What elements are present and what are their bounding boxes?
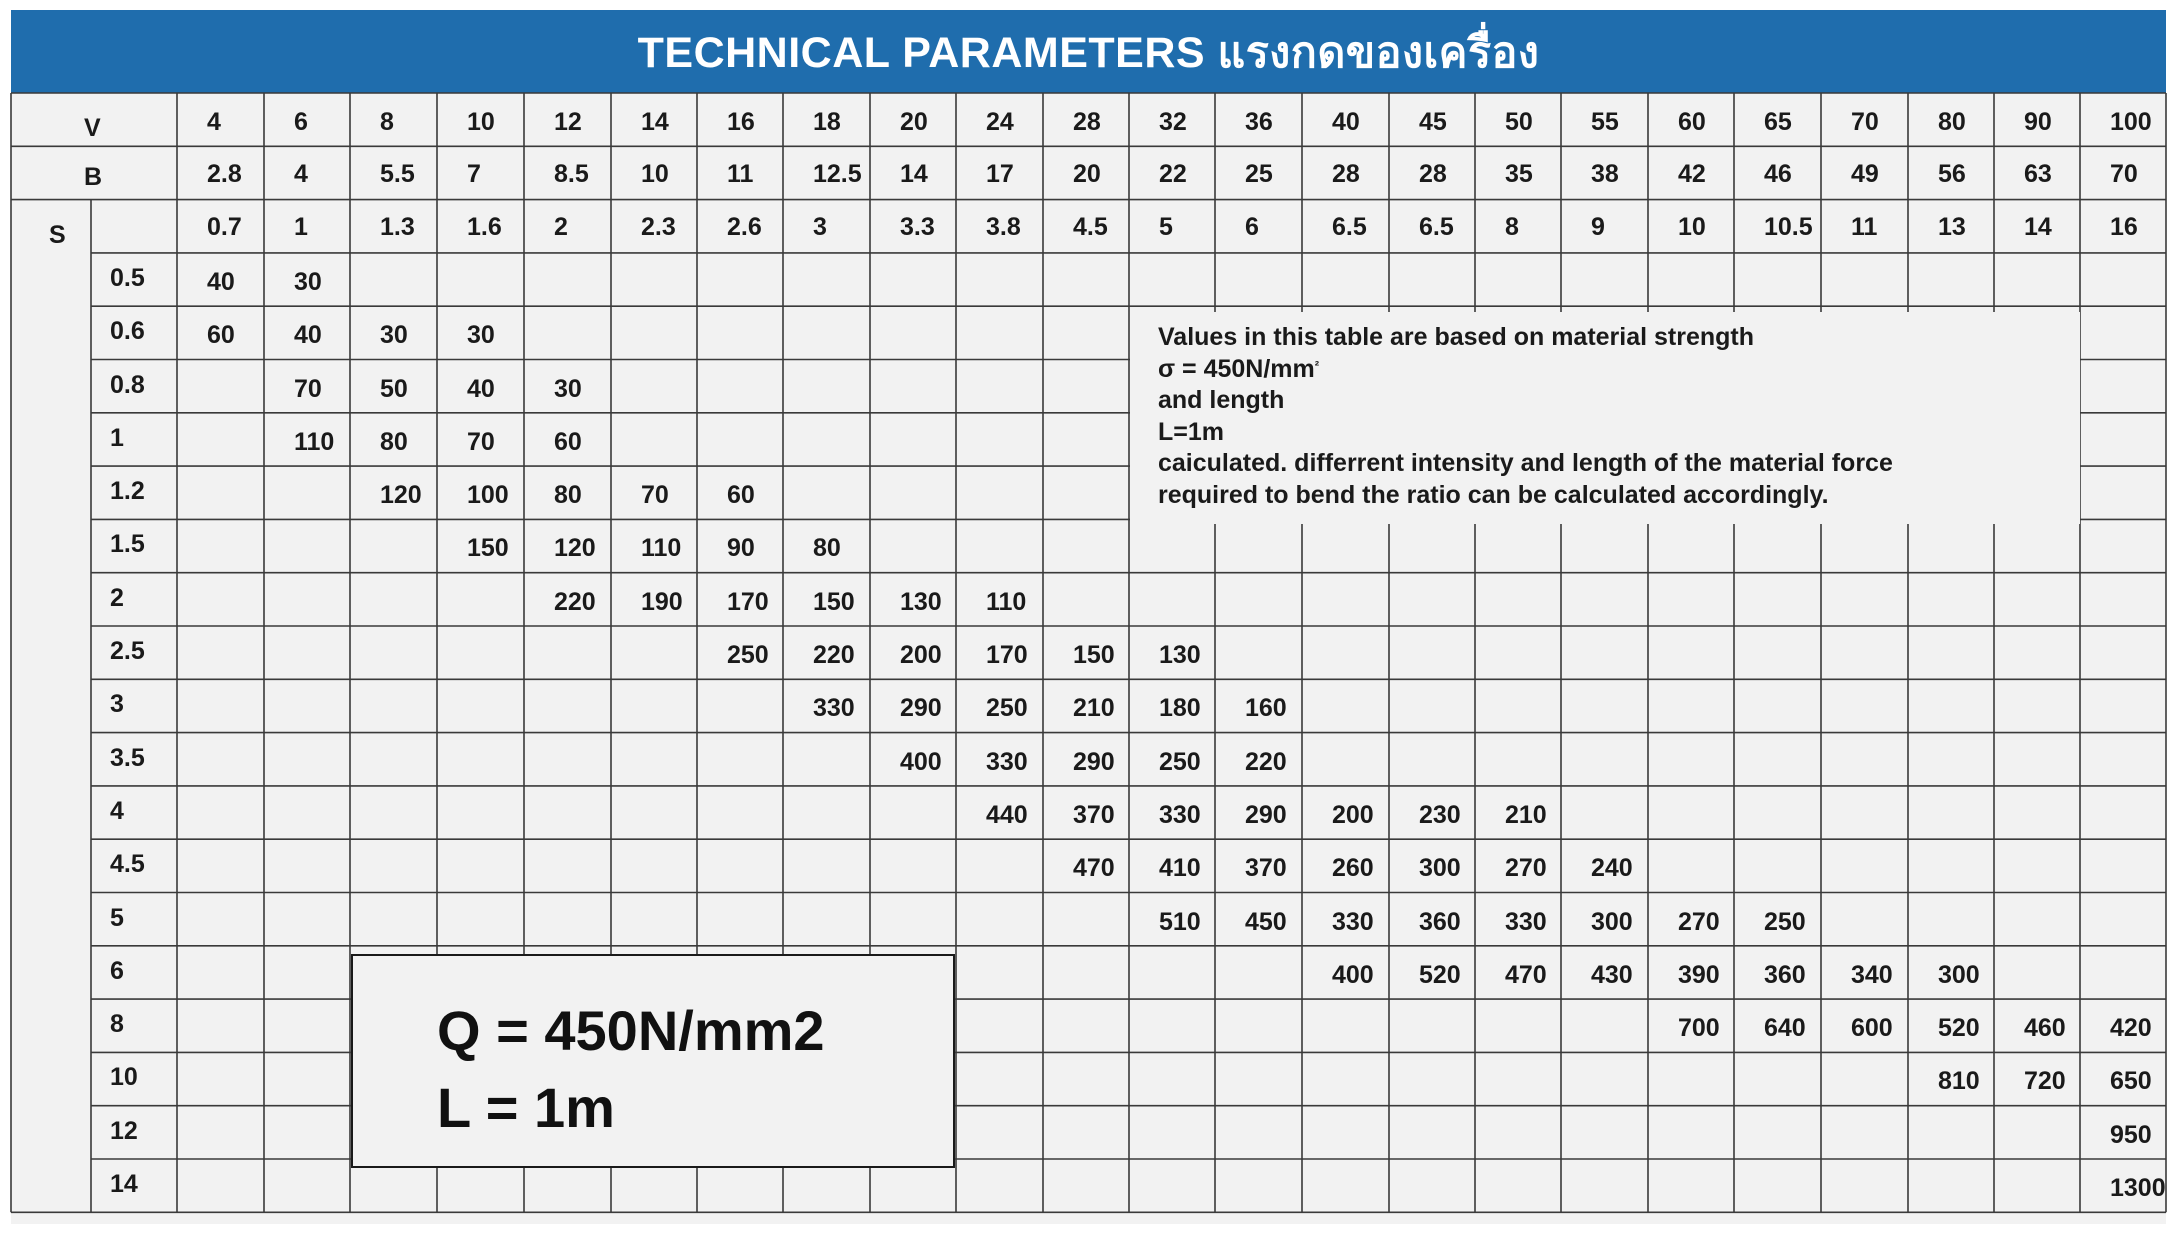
force-value-cell: 360 [1764, 960, 1806, 989]
b-value-cell: 5.5 [380, 160, 415, 189]
b-value-cell: 38 [1591, 160, 1619, 189]
r-value-cell: 10 [1678, 212, 1706, 241]
v-value-cell: 16 [727, 108, 755, 136]
force-value-cell: 1300 [2110, 1174, 2166, 1202]
force-value-cell: 250 [1764, 907, 1806, 936]
b-value-cell: 42 [1678, 160, 1706, 189]
b-value-cell: 70 [2110, 160, 2138, 189]
v-value-cell: 6 [294, 108, 308, 136]
thickness-label: 1.5 [110, 530, 145, 559]
note-line: Values in this table are based on material strength [1158, 323, 1755, 351]
v-value-cell: 20 [900, 108, 928, 136]
force-value-cell: 270 [1505, 854, 1547, 883]
thickness-label: 0.6 [110, 317, 145, 346]
b-value-cell: 35 [1505, 160, 1533, 189]
note-line: required to bend the ratio can be calculated accordingly. [1158, 480, 1829, 509]
force-value-cell: 330 [1332, 907, 1374, 936]
r-value-cell: 3.8 [986, 212, 1021, 241]
force-value-cell: 60 [727, 481, 755, 510]
force-value-cell: 110 [986, 587, 1027, 616]
force-value-cell: 170 [986, 641, 1028, 669]
b-value-cell: 28 [1419, 160, 1447, 189]
force-value-cell: 80 [380, 427, 408, 456]
force-value-cell: 110 [641, 534, 682, 563]
force-value-cell: 100 [467, 481, 509, 510]
r-value-cell: 9 [1591, 212, 1605, 241]
r-value-cell: 4.5 [1073, 212, 1108, 241]
force-value-cell: 400 [900, 747, 942, 776]
thickness-label: 4.5 [110, 850, 145, 879]
force-value-cell: 80 [554, 481, 582, 510]
r-value-cell: 0.7 [207, 212, 242, 241]
force-value-cell: 270 [1678, 907, 1720, 936]
v-value-cell: 70 [1851, 108, 1879, 136]
b-value-cell: 63 [2024, 160, 2052, 189]
force-value-cell: 110 [294, 427, 335, 456]
b-value-cell: 4 [294, 160, 308, 189]
force-value-cell: 330 [1505, 907, 1547, 936]
row-label-v: V [84, 114, 101, 142]
force-value-cell: 70 [294, 374, 322, 403]
b-value-cell: 7 [467, 160, 481, 189]
v-value-cell: 10 [467, 108, 495, 136]
b-value-cell: 20 [1073, 160, 1101, 189]
force-value-cell: 390 [1678, 960, 1720, 989]
v-value-cell: 50 [1505, 108, 1533, 136]
force-value-cell: 230 [1419, 800, 1461, 829]
force-value-cell: 220 [813, 641, 855, 669]
b-value-cell: 10 [641, 160, 669, 189]
force-value-cell: 300 [1419, 854, 1461, 883]
force-value-cell: 720 [2024, 1067, 2066, 1096]
force-value-cell: 810 [1938, 1067, 1980, 1096]
force-value-cell: 470 [1073, 854, 1115, 883]
r-value-cell: 13 [1938, 212, 1966, 241]
v-value-cell: 65 [1764, 108, 1792, 136]
v-value-cell: 32 [1159, 108, 1187, 136]
v-value-cell: 24 [986, 108, 1014, 136]
note-line: $\sigma = 450N/mm^{^2}$ [1158, 354, 1320, 383]
v-value-cell: 90 [2024, 108, 2052, 136]
note-line: caiculated. differrent intensity and length of the material force [1158, 449, 1893, 477]
thickness-label: 2.5 [110, 637, 145, 665]
force-value-cell: 300 [1938, 960, 1980, 989]
v-value-cell: 45 [1419, 108, 1447, 136]
force-value-cell: 150 [813, 587, 855, 616]
force-value-cell: 650 [2110, 1067, 2152, 1096]
force-value-cell: 40 [207, 267, 235, 296]
force-value-cell: 460 [2024, 1014, 2066, 1043]
force-value-cell: 40 [294, 321, 322, 350]
force-value-cell: 170 [727, 587, 769, 616]
force-value-cell: 210 [1505, 800, 1547, 829]
force-value-cell: 240 [1591, 854, 1633, 883]
force-value-cell: 190 [641, 587, 683, 616]
r-value-cell: 16 [2110, 212, 2138, 241]
b-value-cell: 22 [1159, 160, 1187, 189]
force-value-cell: 290 [900, 694, 942, 723]
force-value-cell: 260 [1332, 854, 1374, 883]
force-value-cell: 250 [1159, 747, 1201, 776]
force-value-cell: 30 [554, 374, 582, 403]
r-value-cell: 11 [1851, 212, 1878, 241]
force-value-cell: 90 [727, 534, 755, 563]
force-value-cell: 360 [1419, 907, 1461, 936]
r-value-cell: 1 [294, 212, 308, 241]
note-box [1130, 312, 2080, 524]
force-value-cell: 180 [1159, 694, 1201, 723]
force-value-cell: 120 [380, 481, 422, 510]
force-value-cell: 200 [900, 641, 942, 669]
v-value-cell: 100 [2110, 108, 2152, 136]
force-value-cell: 150 [1073, 641, 1115, 669]
force-value-cell: 410 [1159, 854, 1201, 883]
formula-box [351, 954, 955, 1168]
v-value-cell: 55 [1591, 108, 1619, 136]
thickness-label: 3.5 [110, 743, 145, 772]
b-value-cell: 12.5 [813, 160, 862, 189]
force-value-cell: 60 [207, 321, 235, 350]
force-value-cell: 130 [1159, 641, 1201, 669]
title-text: TECHNICAL PARAMETERS แรงกดของเครื่อง [637, 28, 1540, 77]
thickness-label: 10 [110, 1063, 138, 1092]
r-value-cell: 3.3 [900, 212, 935, 241]
b-value-cell: 49 [1851, 160, 1879, 189]
force-value-cell: 370 [1245, 854, 1287, 883]
thickness-label: 8 [110, 1010, 124, 1039]
force-value-cell: 420 [2110, 1014, 2152, 1043]
row-label-s: S [49, 220, 66, 249]
v-value-cell: 14 [641, 108, 669, 136]
thickness-label: 12 [110, 1116, 138, 1145]
thickness-label: 6 [110, 956, 124, 985]
r-value-cell: 1.3 [380, 212, 415, 241]
force-value-cell: 80 [813, 534, 841, 563]
row-label-b: B [84, 163, 103, 192]
b-value-cell: 17 [986, 160, 1014, 189]
v-value-cell: 80 [1938, 108, 1966, 136]
r-value-cell: 6.5 [1419, 212, 1454, 241]
force-value-cell: 440 [986, 800, 1028, 829]
b-value-cell: 14 [900, 160, 928, 189]
thickness-label: 1 [110, 423, 124, 452]
b-value-cell: 11 [727, 160, 754, 189]
r-value-cell: 2 [554, 212, 568, 241]
force-value-cell: 200 [1332, 800, 1374, 829]
r-value-cell: 6 [1245, 212, 1259, 241]
thickness-label: 0.8 [110, 370, 145, 399]
v-value-cell: 4 [207, 108, 221, 136]
force-value-cell: 520 [1419, 960, 1461, 989]
force-value-cell: 220 [1245, 747, 1287, 776]
r-value-cell: 3 [813, 212, 827, 241]
r-value-cell: 2.6 [727, 212, 762, 241]
force-value-cell: 400 [1332, 960, 1374, 989]
force-value-cell: 330 [986, 747, 1028, 776]
force-value-cell: 600 [1851, 1014, 1893, 1043]
note-line: L=1m [1158, 417, 1225, 446]
v-value-cell: 60 [1678, 108, 1706, 136]
r-value-cell: 1.6 [467, 212, 502, 241]
thickness-label: 5 [110, 903, 124, 932]
force-value-cell: 510 [1159, 907, 1201, 936]
b-value-cell: 25 [1245, 160, 1273, 189]
force-value-cell: 340 [1851, 960, 1893, 989]
v-value-cell: 40 [1332, 108, 1360, 136]
b-value-cell: 46 [1764, 160, 1792, 189]
thickness-label: 2 [110, 583, 124, 612]
force-value-cell: 520 [1938, 1014, 1980, 1043]
thickness-label: 3 [110, 690, 124, 719]
force-value-cell: 330 [1159, 800, 1201, 829]
force-value-cell: 60 [554, 427, 582, 456]
force-value-cell: 290 [1245, 800, 1287, 829]
force-value-cell: 330 [813, 694, 855, 723]
formula-q: Q = 450N/mm2 [437, 999, 825, 1062]
thickness-label: 4 [110, 796, 124, 825]
force-value-cell: 130 [900, 587, 942, 616]
v-value-cell: 28 [1073, 108, 1101, 136]
force-value-cell: 250 [986, 694, 1028, 723]
force-value-cell: 70 [467, 427, 495, 456]
force-value-cell: 40 [467, 374, 495, 403]
force-value-cell: 70 [641, 481, 669, 510]
force-value-cell: 430 [1591, 960, 1633, 989]
v-value-cell: 36 [1245, 108, 1273, 136]
force-value-cell: 290 [1073, 747, 1115, 776]
formula-l: L = 1m [437, 1076, 615, 1139]
force-value-cell: 30 [467, 321, 495, 350]
force-value-cell: 160 [1245, 694, 1287, 723]
r-value-cell: 5 [1159, 212, 1173, 241]
force-value-cell: 950 [2110, 1120, 2152, 1149]
v-value-cell: 18 [813, 108, 841, 136]
r-value-cell: 14 [2024, 212, 2052, 241]
force-value-cell: 30 [294, 267, 322, 296]
force-value-cell: 150 [467, 534, 509, 563]
note-line: and length [1158, 386, 1285, 414]
r-value-cell: 6.5 [1332, 212, 1367, 241]
force-value-cell: 220 [554, 587, 596, 616]
force-value-cell: 470 [1505, 960, 1547, 989]
thickness-label: 1.2 [110, 477, 145, 506]
thickness-label: 14 [110, 1170, 138, 1198]
b-value-cell: 8.5 [554, 160, 589, 189]
force-value-cell: 210 [1073, 694, 1115, 723]
force-value-cell: 300 [1591, 907, 1633, 936]
force-value-cell: 50 [380, 374, 408, 403]
r-value-cell: 2.3 [641, 212, 676, 241]
v-value-cell: 8 [380, 108, 394, 136]
force-value-cell: 30 [380, 321, 408, 350]
v-value-cell: 12 [554, 108, 582, 136]
r-value-cell: 10.5 [1764, 212, 1813, 241]
force-value-cell: 370 [1073, 800, 1115, 829]
thickness-label: 0.5 [110, 263, 145, 292]
force-value-cell: 700 [1678, 1014, 1720, 1043]
force-value-cell: 640 [1764, 1014, 1806, 1043]
b-value-cell: 28 [1332, 160, 1360, 189]
force-value-cell: 120 [554, 534, 596, 563]
r-value-cell: 8 [1505, 212, 1519, 241]
force-value-cell: 250 [727, 641, 769, 669]
b-value-cell: 2.8 [207, 160, 242, 189]
b-value-cell: 56 [1938, 160, 1966, 189]
force-value-cell: 450 [1245, 907, 1287, 936]
